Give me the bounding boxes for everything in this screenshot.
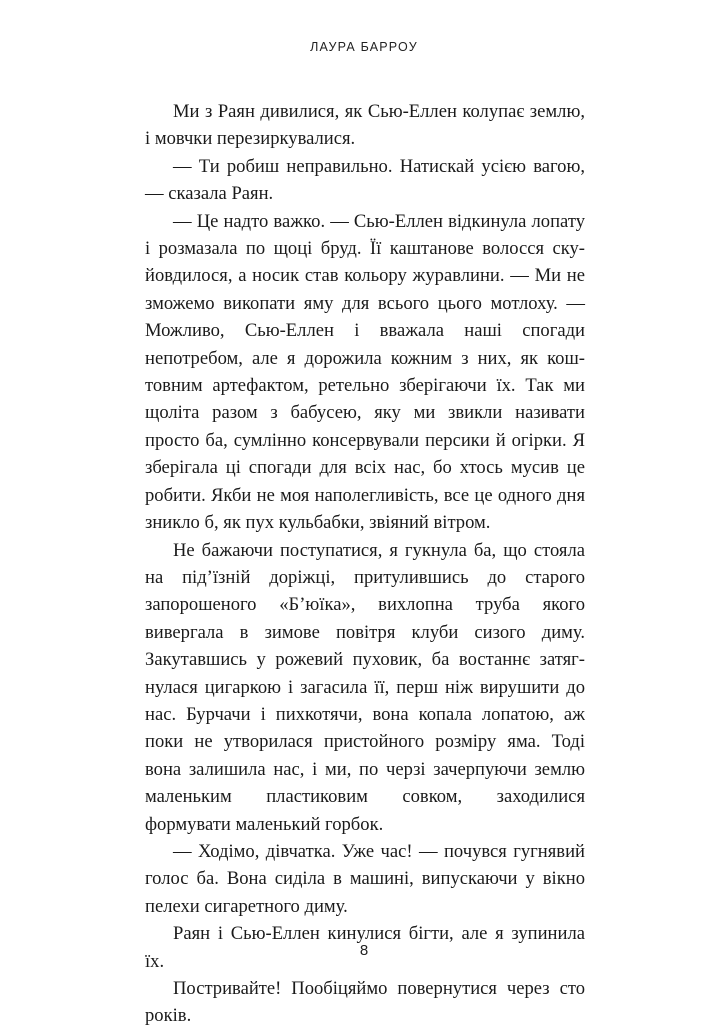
paragraph: Раян і Сью-Еллен кинулися бігти, але я зупинила їх.	[145, 923, 585, 972]
body-text	[145, 98, 585, 1030]
paragraph: Постривайте! Пообіцяймо повернутися через сто років.	[145, 978, 585, 1027]
page-number: 8	[359, 942, 369, 959]
paragraph: — Ходімо, дівчатка. Уже час! — почувся гугнявий голос ба. Вона сиділа в машині, випускаючи у вікно пелехи сигаретного диму.	[145, 840, 585, 917]
paragraph: Не бажаючи поступатися, я гукнула ба, що стояла на під’їзній доріжці, притулившись до старого запорошеного «Б’юїка», вихлопна труба якого вивергала в зимове повітря клуби сизого диму. Закутавшись у рожевий пуховик, ба востаннє затягнулася цигаркою і загасила її, перш ніж вирушити до нас. Бурчачи і пихкотячи, вона копала лопатою, аж поки не утворилася пристойного розміру яма. Тоді вона залишила нас, і ми, по черзі зачерпуючи землю маленьким пластиковим совком, заходилися формувати маленький горбок.	[145, 539, 585, 835]
paragraph: Ми з Раян дивилися, як Сью-Еллен колупає землю, і мовчки перезиркувалися.	[145, 101, 585, 150]
running-header: ЛАУРА БАРРОУ	[310, 40, 418, 54]
paragraph: — Ти робиш неправильно. Натискай усією вагою, — сказала Раян.	[145, 155, 585, 205]
paragraph: — Це надто важко. — Сью-Еллен відкинула лопату і розмазала по щоці бруд. Її каштанове волосся скуйовдилося, а носик став кольору журавлини. — Ми не зможемо викопати яму для всього цього мотлоху. — Можливо, Сью-Еллен і вважала наші спогади непотребом, але я дорожила кожним з них, як коштовним артефактом, ретельно зберігаючи їх. Так ми щоліта разом з бабусею, яку ми звикли називати просто ба, сумлінно консервували персики й огірки. Я зберігала ці спогади для всіх нас, бо хтось мусив це робити. Якби не моя наполегливість, все це одного дня зникло б, як пух кульбабки, звіяний вітром.	[145, 210, 585, 534]
